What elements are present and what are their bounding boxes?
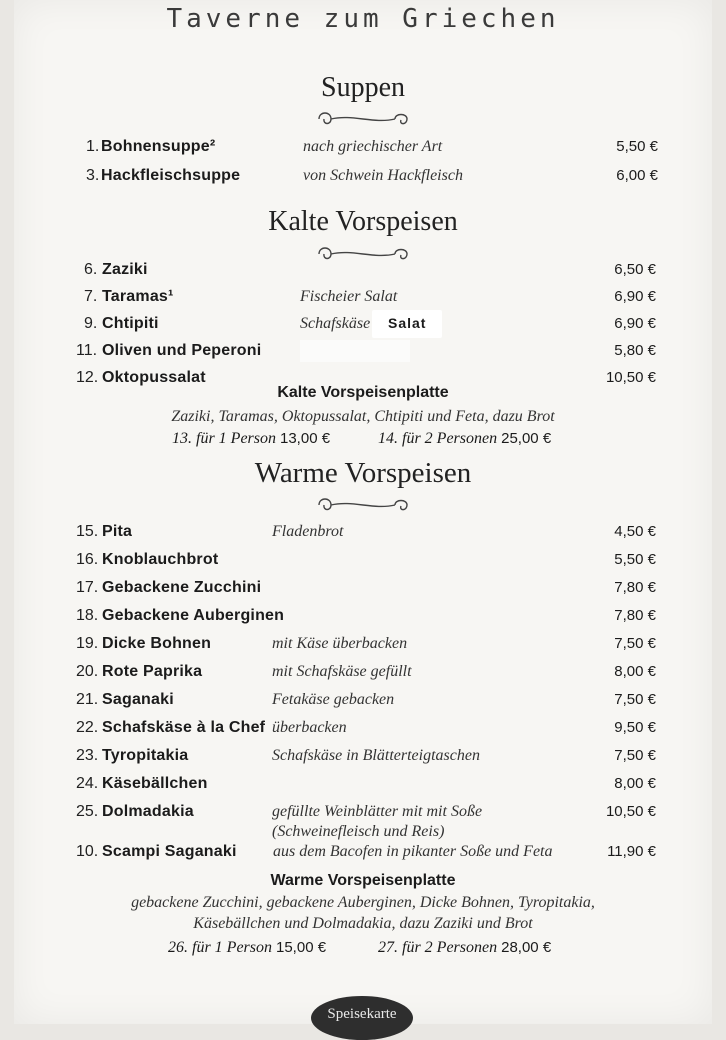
- item-description: gefüllte Weinblätter mit mit Soße: [272, 803, 483, 820]
- salat-label-sticker: [372, 310, 442, 338]
- item-number: 11.: [76, 342, 98, 359]
- item-name: Schafskäse à la Chef: [102, 719, 266, 736]
- item-name: Käsebällchen: [102, 775, 208, 792]
- item-name: Pita: [102, 523, 133, 540]
- platter-option: [378, 430, 551, 448]
- restaurant-name: Taverne zum Griechen: [166, 4, 560, 34]
- item-price: 7,50 €: [614, 691, 656, 708]
- item-price: 5,50 €: [616, 138, 658, 155]
- item-name: Chtipiti: [102, 315, 159, 332]
- item-price: 8,00 €: [614, 775, 656, 792]
- platter-description: Zaziki, Taramas, Oktopussalat, Chtipiti und Feta, dazu Brot: [171, 408, 555, 425]
- item-price: 5,50 €: [614, 551, 656, 568]
- item-price: 6,90 €: [614, 288, 656, 305]
- item-number: 19.: [76, 635, 99, 652]
- item-price: 6,50 €: [614, 261, 656, 278]
- badge-label: Speisekarte: [327, 1006, 397, 1022]
- item-name: Hackfleischsuppe: [101, 167, 241, 184]
- menu-item: [0, 775, 726, 801]
- platter-description: gebackene Zucchini, gebackene Auberginen, Dicke Bohnen, Tyropitakia,: [131, 894, 595, 911]
- platter-option: [378, 939, 551, 957]
- menu-item: [0, 523, 726, 549]
- platter-option-price: 28,00 €: [501, 939, 552, 956]
- item-number: 17.: [76, 579, 99, 596]
- menu-item: [0, 288, 726, 314]
- platter-title-kalte: Kalte Vorspeisenplatte: [277, 384, 449, 401]
- item-price: 7,80 €: [614, 579, 656, 596]
- item-name: Oktopussalat: [102, 369, 206, 386]
- item-number: 20.: [76, 663, 99, 680]
- menu-item: [0, 167, 726, 193]
- item-description: mit Käse überbacken: [272, 635, 408, 652]
- item-price: 7,80 €: [614, 607, 656, 624]
- menu-item: [0, 843, 726, 869]
- item-description: Fetakäse gebacken: [272, 691, 395, 708]
- item-name: Scampi Saganaki: [102, 843, 237, 860]
- item-number: 25.: [76, 803, 99, 820]
- item-number: 12.: [76, 369, 99, 386]
- menu-item: [0, 551, 726, 577]
- item-name: Rote Paprika: [102, 663, 203, 680]
- menu-item: [0, 663, 726, 689]
- section-title-suppen: Suppen: [321, 72, 405, 103]
- menu-item: [0, 342, 726, 368]
- item-number: 6.: [84, 261, 98, 278]
- item-name: Knoblauchbrot: [102, 551, 219, 568]
- platter-option: [172, 430, 330, 448]
- item-number: 3.: [86, 167, 100, 184]
- item-name: Tyropitakia: [102, 747, 189, 764]
- platter-option-price: 13,00 €: [280, 430, 331, 447]
- item-number: 10.: [76, 843, 99, 860]
- item-description: von Schwein Hackfleisch: [303, 167, 463, 184]
- item-description: Fischeier Salat: [300, 288, 398, 305]
- item-number: 9.: [84, 315, 98, 332]
- item-name: Dicke Bohnen: [102, 635, 212, 652]
- menu-item: [0, 261, 726, 287]
- item-number: 23.: [76, 747, 99, 764]
- section-title-warme-vorspeisen: Warme Vorspeisen: [254, 457, 472, 489]
- item-price: 4,50 €: [614, 523, 656, 540]
- item-name: Gebackene Zucchini: [102, 579, 262, 596]
- menu-item: [0, 315, 726, 341]
- item-price: 7,50 €: [614, 635, 656, 652]
- section-title-kalte-vorspeisen: Kalte Vorspeisen: [268, 206, 458, 237]
- item-description: überbacken: [272, 719, 347, 736]
- menu-item: [0, 579, 726, 605]
- item-description-continued: (Schweinefleisch und Reis): [272, 823, 445, 840]
- item-price: 6,90 €: [614, 315, 656, 332]
- item-description: Schafskäse: [300, 315, 371, 332]
- menu-item: [0, 635, 726, 661]
- menu-item: [0, 138, 726, 164]
- item-price: 8,00 €: [614, 663, 656, 680]
- ornament-flourish-icon: [313, 108, 413, 130]
- ornament-flourish-icon: [313, 494, 413, 516]
- item-number: 15.: [76, 523, 99, 540]
- salat-label: Salat: [388, 315, 427, 331]
- platter-description: Käsebällchen und Dolmadakia, dazu Zaziki und Brot: [193, 915, 533, 932]
- item-price: 9,50 €: [614, 719, 656, 736]
- item-price: 5,80 €: [614, 342, 656, 359]
- item-price: 10,50 €: [605, 369, 656, 386]
- platter-option: [168, 939, 326, 957]
- item-price: 11,90 €: [607, 843, 656, 860]
- menu-item: [0, 607, 726, 633]
- item-number: 1.: [86, 138, 100, 155]
- item-name: Oliven und Peperoni: [102, 342, 262, 359]
- item-description: Schafskäse in Blätterteigtaschen: [272, 747, 480, 764]
- item-description: nach griechischer Art: [303, 138, 443, 155]
- item-number: 22.: [76, 719, 99, 736]
- item-number: 24.: [76, 775, 99, 792]
- platter-option-price: 25,00 €: [501, 430, 552, 447]
- item-number: 16.: [76, 551, 99, 568]
- item-name: Taramas¹: [102, 288, 174, 305]
- item-name: Saganaki: [102, 691, 174, 708]
- item-number: 21.: [76, 691, 99, 708]
- platter-option-price: 15,00 €: [276, 939, 327, 956]
- item-name: Gebackene Auberginen: [102, 607, 285, 624]
- menu-item: [0, 691, 726, 717]
- platter-option-label: 14. für 2 Personen: [378, 430, 498, 447]
- menu-item: [0, 719, 726, 745]
- platter-option-label: 13. für 1 Person: [172, 430, 276, 447]
- item-price: 6,00 €: [616, 167, 658, 184]
- item-price: 10,50 €: [605, 803, 656, 820]
- item-description: aus dem Bacofen in pikanter Soße und Feta: [273, 843, 553, 860]
- item-name: Dolmadakia: [102, 803, 194, 820]
- item-number: 18.: [76, 607, 99, 624]
- platter-title-warme: Warme Vorspeisenplatte: [270, 872, 456, 889]
- platter-option-label: 26. für 1 Person: [168, 939, 272, 956]
- item-description: mit Schafskäse gefüllt: [272, 663, 412, 680]
- platter-option-label: 27. für 2 Personen: [378, 939, 498, 956]
- item-description: Fladenbrot: [272, 523, 344, 540]
- item-name: Bohnensuppe²: [101, 138, 216, 155]
- item-name: Zaziki: [102, 261, 148, 278]
- menu-item: [0, 747, 726, 773]
- item-price: 7,50 €: [614, 747, 656, 764]
- speisekarte-badge: [311, 996, 413, 1040]
- item-number: 7.: [84, 288, 98, 305]
